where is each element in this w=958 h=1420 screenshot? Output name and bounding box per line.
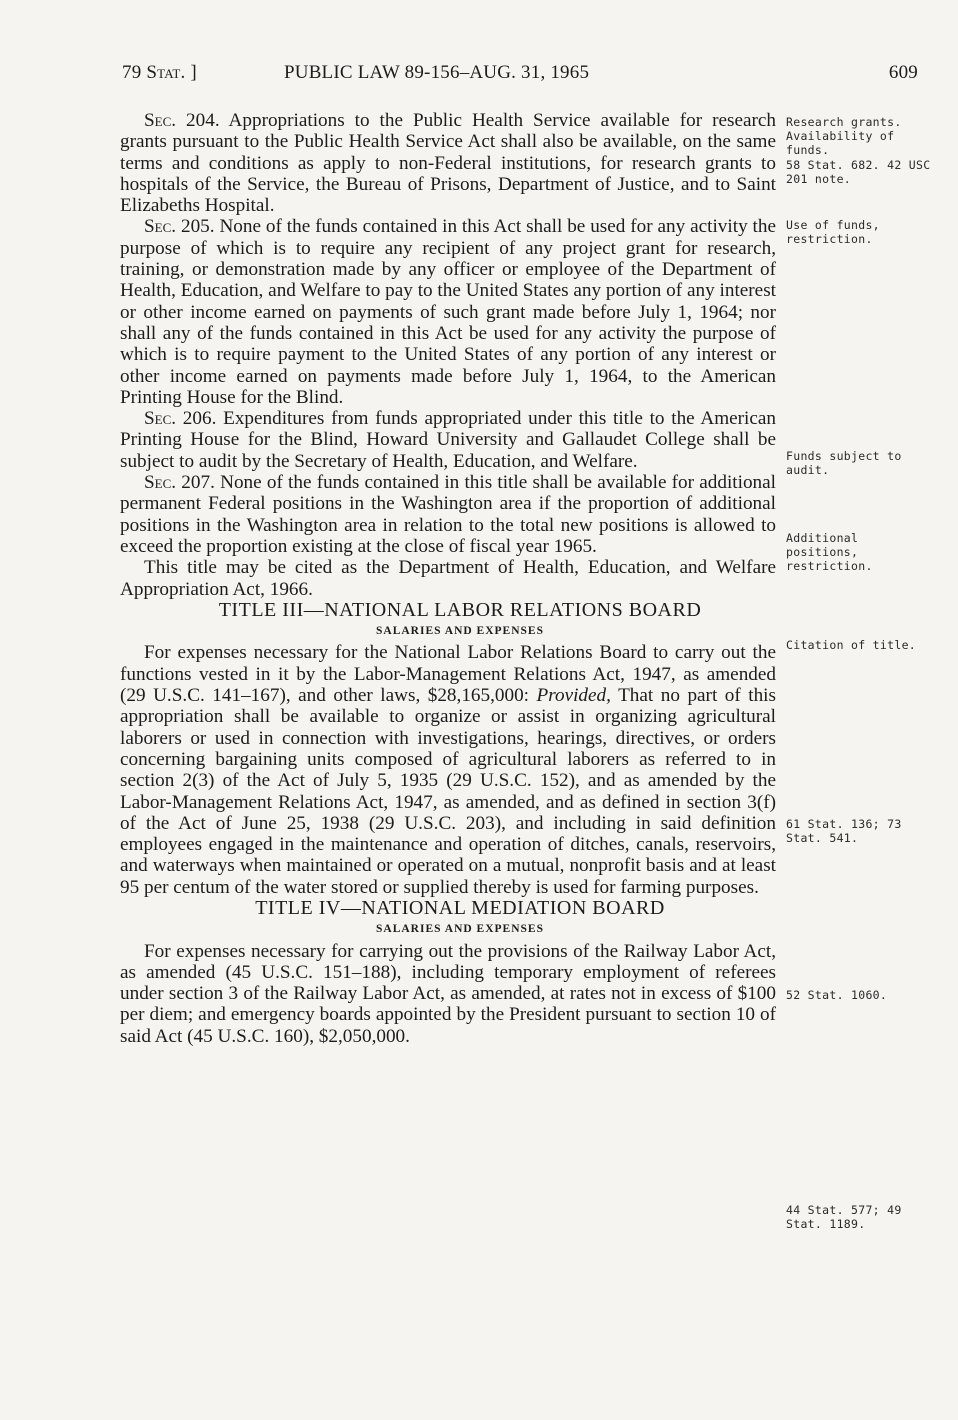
section-text: None of the funds contained in this title shall be available for additional permanent Federal positions in the Washington area if the proportion of additional positions in the Washington area in relation to the total new positions is allowed to exceed the proportion existing at the close of fiscal year 1965. (120, 472, 776, 557)
margin-note-stat-136: 61 Stat. 136; 73 Stat. 541. (786, 817, 902, 845)
nlrb-paragraph (120, 642, 776, 898)
section-205 (120, 216, 776, 408)
section-text: Appropriations to the Public Health Service available for research grants pursuant to the Public Health Service Act shall also be available, on the same terms and conditions as apply to non-Federal institutions, for research grants to hospitals of the Service, the Bureau of Prisons, Department of Justice, and to Saint Elizabeths Hospital. (120, 110, 776, 217)
section-207 (120, 472, 776, 557)
section-label: Sec. 207. (144, 472, 215, 494)
page-number: 609 (888, 62, 918, 83)
title-iii-subheading: SALARIES AND EXPENSES (376, 625, 544, 638)
section-label: Sec. 205. (144, 216, 215, 238)
section-label: Sec. 206. (144, 408, 217, 430)
section-204 (120, 110, 776, 216)
provided-italic: Provided, (536, 685, 611, 707)
margin-note-citation: Citation of title. (786, 638, 917, 652)
section-206 (120, 408, 776, 472)
margin-note-stat-1060: 52 Stat. 1060. (786, 988, 888, 1002)
page-header (122, 62, 918, 92)
margin-note-stat-577: 44 Stat. 577; 49 Stat. 1189. (786, 1203, 902, 1231)
title-iii-heading: TITLE III—NATIONAL LABOR RELATIONS BOARD (218, 598, 702, 621)
nlrb-text-2: That no part of this appropriation shall be available to organize or assist in organizing agricultural laborers or used in connection with investigations, hearings, directives, or orders concerning bargaining units composed of agricultural laborers as referred to in section 2(3) of the Act of July 5, 1935 (29 U.S.C. 152), and as amended by the Labor-Management Relations Act, 1947, as amended, and as defined in section 3(f) of the Act of June 25, 1938 (29 U.S.C. 203), and including in said definition employees engaged in the maintenance and operation of ditches, canals, reservoirs, and waterways when maintained or operated on a mutual, nonprofit basis and at least 95 per centum of the water stored or supplied thereby is used for farming purposes. (120, 685, 776, 898)
title-iv-heading: TITLE IV—NATIONAL MEDIATION BOARD (255, 896, 665, 919)
nlrb-text-1: For expenses necessary for the National Labor Relations Board to carry out the functions vested in it by the Labor-Management Relations Act, 1947, as amended (29 U.S.C. 141–167), and other laws, $28,165,000: (120, 642, 776, 707)
section-text: Expenditures from funds appropriated under this title to the American Printing House for the Blind, Howard University and Gallaudet College shall be subject to audit by the Secretary of Health, Education, and Welfare. (120, 408, 776, 472)
running-title: PUBLIC LAW 89-156–AUG. 31, 1965 (284, 62, 590, 83)
margin-note-additional-positions: Additional positions, restriction. (786, 531, 873, 573)
margin-note-stat-682: 58 Stat. 682. 42 USC 201 note. (786, 158, 931, 186)
citation-paragraph: This title may be cited as the Department of Health, Education, and Welfare Appropriation Act, 1966. (120, 557, 776, 600)
margin-note-research-grants: Research grants. Availability of funds. (786, 115, 902, 157)
section-text: None of the funds contained in this Act shall be used for any activity the purpose of which is to require any recipient of any project grant for research, training, or demonstration made by any officer or employee of the Department of Health, Education, and Welfare to pay to the United States any portion of any interest or other income earned on payments of such grant made before July 1, 1964; nor shall any of the funds contained in this Act be used for any activity the purpose of which is to require payment to the United States of any portion of any interest or other income earned on payments made before July 1, 1964, to the American Printing House for the Blind. (120, 216, 776, 408)
statute-volume: 79 Stat. ] (122, 62, 197, 83)
main-text (120, 110, 776, 1047)
margin-note-funds-audit: Funds subject to audit. (786, 449, 902, 477)
nmb-paragraph: For expenses necessary for carrying out the provisions of the Railway Labor Act, as amended (45 U.S.C. 151–188), including temporary employment of referees under section 3 of the Railway Labor Act, as amended, at rates not in excess of $100 per diem; and emergency boards appointed by the President pursuant to section 10 of said Act (45 U.S.C. 160), $2,050,000. (120, 940, 776, 1047)
margin-note-use-of-funds: Use of funds, restriction. (786, 218, 880, 246)
title-iv-subheading: SALARIES AND EXPENSES (376, 923, 544, 936)
section-label: Sec. 204. (144, 110, 220, 131)
